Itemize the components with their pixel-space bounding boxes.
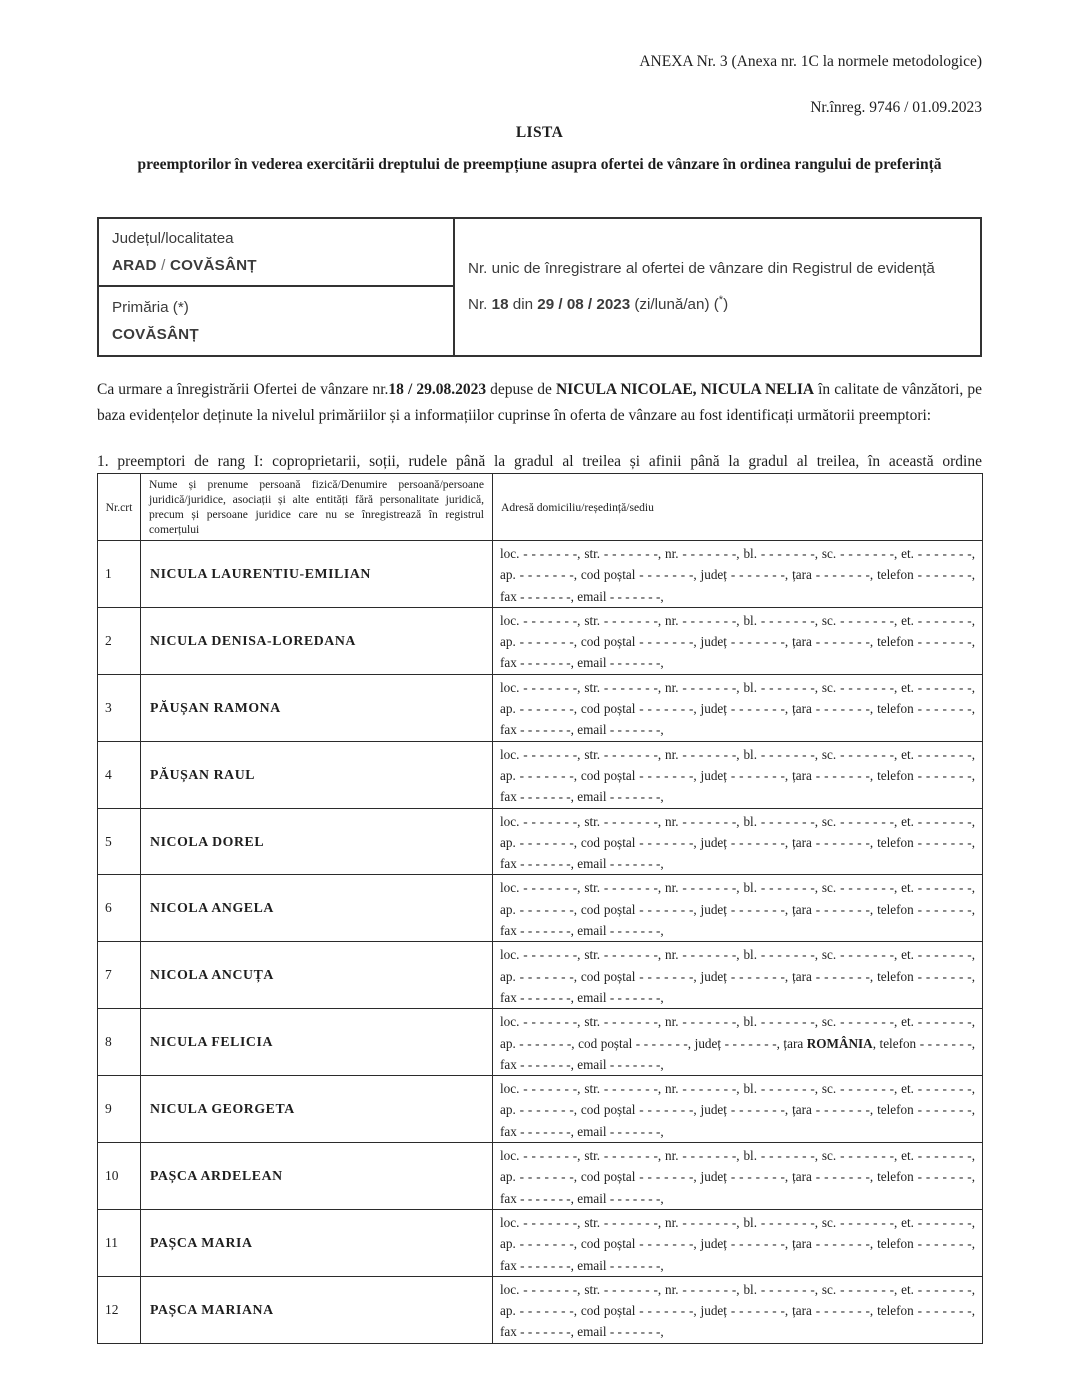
- registration-number-line: Nr.înreg. 9746 / 01.09.2023: [810, 99, 982, 116]
- address-line-2: [500, 1300, 975, 1321]
- date-suffix: (zi/lună/an) (: [630, 296, 719, 314]
- address-line-1: loc. - - - - - - -, str. - - - - - - -, nr. - - - - - - -, bl. - - - - - - -, sc. - - - - - - -, et. - - - - - - -,: [500, 746, 975, 762]
- locality-value: COVĂSÂNȚ: [169, 257, 257, 274]
- address-line-1: loc. - - - - - - -, str. - - - - - - -, nr. - - - - - - -, bl. - - - - - - -, sc. - - - - - - -, et. - - - - - - -,: [500, 880, 975, 896]
- table-row: [98, 875, 983, 942]
- address-line-2-before: ap. - - - - - - -, cod poștal - - - - - - -, județ - - - - - - -, țara: [500, 1169, 816, 1185]
- address-line-2-after: , telefon - - - - - - -,: [869, 901, 975, 917]
- address-line-2: [500, 698, 975, 719]
- rank-one-heading: 1. preemptori de rang I: coproprietarii, soții, rudele până la gradul al treilea și afinii până la gradul al treilea, în această ordine: [97, 453, 982, 470]
- address-line-3: fax - - - - - - -, email - - - - - - -,: [500, 588, 664, 604]
- address-line-2-before: ap. - - - - - - -, cod poștal - - - - - - -, județ - - - - - - -, țara: [500, 701, 816, 717]
- address-line-2-before: ap. - - - - - - -, cod poștal - - - - - - -, județ - - - - - - -, țara: [500, 968, 816, 984]
- address-line-1: loc. - - - - - - -, str. - - - - - - -, nr. - - - - - - -, bl. - - - - - - -, sc. - - - - - - -, et. - - - - - - -,: [500, 612, 975, 628]
- address-line-2: [500, 631, 975, 652]
- address-line-2-after: , telefon - - - - - - -,: [869, 567, 975, 583]
- address-line-2-after: , telefon - - - - - - -,: [869, 767, 975, 783]
- table-header-row: [98, 474, 983, 541]
- address-line-1: loc. - - - - - - -, str. - - - - - - -, nr. - - - - - - -, bl. - - - - - - -, sc. - - - - - - -, et. - - - - - - -,: [500, 1081, 975, 1097]
- address-line-1: loc. - - - - - - -, str. - - - - - - -, nr. - - - - - - -, bl. - - - - - - -, sc. - - - - - - -, et. - - - - - - -,: [500, 947, 975, 963]
- address-line-1: loc. - - - - - - -, str. - - - - - - -, nr. - - - - - - -, bl. - - - - - - -, sc. - - - - - - -, et. - - - - - - -,: [500, 1148, 975, 1164]
- address-line-2: [500, 765, 975, 786]
- primaria-value: COVĂSÂNȚ: [112, 326, 199, 343]
- table-row: [98, 1143, 983, 1210]
- address-line-2-after: , telefon - - - - - - -,: [869, 1303, 975, 1319]
- offer-date: 29 / 08 / 2023: [537, 296, 631, 314]
- address-line-2: [500, 966, 975, 987]
- address-line-1: loc. - - - - - - -, str. - - - - - - -, nr. - - - - - - -, bl. - - - - - - -, sc. - - - - - - -, et. - - - - - - -,: [500, 1014, 975, 1030]
- address-line-2-before: ap. - - - - - - -, cod poștal - - - - - - -, județ - - - - - - -, țara: [500, 767, 816, 783]
- country-value: - - - - - - -: [815, 1169, 870, 1185]
- preemptor-address-cell: [493, 875, 983, 942]
- address-line-2-after: , telefon - - - - - - -,: [869, 968, 975, 984]
- registry-number-line: [468, 286, 967, 319]
- address-line-2-after: , telefon - - - - - - -,: [869, 701, 975, 717]
- country-value: - - - - - - -: [815, 767, 870, 783]
- address-line-3: fax - - - - - - -, email - - - - - - -,: [500, 923, 664, 939]
- preemptors-table: [97, 473, 983, 1344]
- address-line-2-before: ap. - - - - - - -, cod poștal - - - - - - -, județ - - - - - - -, țara: [500, 1035, 807, 1051]
- address-line-3: fax - - - - - - -, email - - - - - - -,: [500, 1257, 664, 1273]
- row-number-cell: 6: [98, 875, 141, 942]
- address-line-2-before: ap. - - - - - - -, cod poștal - - - - - - -, județ - - - - - - -, țara: [500, 567, 816, 583]
- address-line-2: [500, 1033, 975, 1054]
- address-line-3: fax - - - - - - -, email - - - - - - -,: [500, 789, 664, 805]
- address-line-2: [500, 899, 975, 920]
- paren-close: ): [723, 296, 729, 314]
- preemptor-name-cell: NICOLA ANGELA: [141, 875, 493, 942]
- preemptor-address-cell: [493, 1143, 983, 1210]
- preemptor-address-cell: [493, 1276, 983, 1343]
- col-header-address: Adresă domiciliu/reședință/sediu: [493, 474, 983, 541]
- intro-seg-3: depuse de: [486, 381, 556, 398]
- offer-number-date: 18 / 29.08.2023: [388, 381, 487, 398]
- registry-label: Nr. unic de înregistrare al ofertei de vânzare din Registrul de evidență: [468, 260, 935, 278]
- footnote-asterisk: *: [718, 294, 724, 307]
- address-line-1: loc. - - - - - - -, str. - - - - - - -, nr. - - - - - - -, bl. - - - - - - -, sc. - - - - - - -, et. - - - - - - -,: [500, 813, 975, 829]
- preemptor-address-cell: [493, 1009, 983, 1076]
- address-line-1: loc. - - - - - - -, str. - - - - - - -, nr. - - - - - - -, bl. - - - - - - -, sc. - - - - - - -, et. - - - - - - -,: [500, 1281, 975, 1297]
- address-line-2-after: , telefon - - - - - - -,: [869, 834, 975, 850]
- address-line-1: loc. - - - - - - -, str. - - - - - - -, nr. - - - - - - -, bl. - - - - - - -, sc. - - - - - - -, et. - - - - - - -,: [500, 546, 975, 561]
- address-line-2-after: , telefon - - - - - - -,: [869, 1236, 975, 1252]
- preemptor-name-cell: NICULA DENISA-LOREDANA: [141, 607, 493, 674]
- row-number-cell: 9: [98, 1076, 141, 1143]
- col-header-name: Nume și prenume persoană fizică/Denumire persoană/persoane juridică/juridice, asociații și alte entități fără personalitate juridică, precum și persoane juridice care nu se înregistrează în registrul comerțului: [141, 474, 493, 541]
- preemptor-address-cell: [493, 674, 983, 741]
- address-line-2-after: , telefon - - - - - - -,: [869, 634, 975, 650]
- address-line-2-after: , telefon - - - - - - -,: [872, 1035, 976, 1051]
- preemptor-name-cell: NICOLA ANCUȚA: [141, 942, 493, 1009]
- preemptor-address-cell: [493, 741, 983, 808]
- row-number-cell: 1: [98, 541, 141, 608]
- county-value: ARAD: [112, 257, 157, 274]
- preemptor-address-cell: [493, 607, 983, 674]
- table-row: [98, 741, 983, 808]
- address-line-2: [500, 1099, 975, 1120]
- info-box-row-county: [98, 218, 981, 286]
- row-number-cell: 4: [98, 741, 141, 808]
- country-value: - - - - - - -: [815, 834, 870, 850]
- country-value: - - - - - - -: [815, 567, 870, 583]
- address-line-3: fax - - - - - - -, email - - - - - - -,: [500, 722, 664, 738]
- info-box: [97, 217, 982, 357]
- address-line-2-after: , telefon - - - - - - -,: [869, 1169, 975, 1185]
- table-row: [98, 808, 983, 875]
- document-title: LISTA: [515, 124, 564, 141]
- country-value: - - - - - - -: [815, 968, 870, 984]
- table-row: [98, 1009, 983, 1076]
- preemptor-name-cell: NICULA FELICIA: [141, 1009, 493, 1076]
- address-line-3: fax - - - - - - -, email - - - - - - -,: [500, 1324, 664, 1340]
- preemptor-name-cell: PAȘCA ARDELEAN: [141, 1143, 493, 1210]
- address-line-2-after: , telefon - - - - - - -,: [869, 1102, 975, 1118]
- preemptor-name-cell: PAȘCA MARIA: [141, 1209, 493, 1276]
- primaria-cell: [98, 286, 454, 356]
- row-number-cell: 5: [98, 808, 141, 875]
- address-line-3: fax - - - - - - -, email - - - - - - -,: [500, 1056, 664, 1072]
- address-line-2-before: ap. - - - - - - -, cod poștal - - - - - - -, județ - - - - - - -, țara: [500, 1102, 816, 1118]
- preemptor-name-cell: PĂUȘAN RAMONA: [141, 674, 493, 741]
- address-line-2-before: ap. - - - - - - -, cod poștal - - - - - - -, județ - - - - - - -, țara: [500, 1303, 816, 1319]
- intro-paragraph: [97, 377, 982, 429]
- country-value: - - - - - - -: [815, 901, 870, 917]
- nr-mid: din: [508, 296, 538, 314]
- address-line-2: [500, 564, 975, 585]
- preemptor-name-cell: NICOLA DOREL: [141, 808, 493, 875]
- country-value: - - - - - - -: [815, 701, 870, 717]
- anexa-heading: ANEXA Nr. 3 (Anexa nr. 1C la normele metodologice): [639, 53, 982, 70]
- address-line-3: fax - - - - - - -, email - - - - - - -,: [500, 856, 664, 872]
- preemptor-address-cell: [493, 1209, 983, 1276]
- row-number-cell: 10: [98, 1143, 141, 1210]
- table-row: [98, 674, 983, 741]
- offer-number: 18: [491, 296, 509, 314]
- address-line-2-before: ap. - - - - - - -, cod poștal - - - - - - -, județ - - - - - - -, țara: [500, 1236, 816, 1252]
- row-number-cell: 12: [98, 1276, 141, 1343]
- county-locality-value: [112, 252, 440, 279]
- document-subtitle: preemptorilor în vederea exercitării dreptului de preempțiune asupra ofertei de vânzare în ordinea rangului de preferință: [137, 156, 942, 173]
- address-line-2: [500, 1233, 975, 1254]
- row-number-cell: 11: [98, 1209, 141, 1276]
- country-value: - - - - - - -: [815, 634, 870, 650]
- county-locality-cell: [98, 218, 454, 286]
- address-line-3: fax - - - - - - -, email - - - - - - -,: [500, 989, 664, 1005]
- county-locality-separator: /: [156, 257, 170, 274]
- table-row: [98, 1076, 983, 1143]
- registry-info-cell: [454, 218, 981, 356]
- preemptor-address-cell: [493, 942, 983, 1009]
- address-line-3: fax - - - - - - -, email - - - - - - -,: [500, 655, 664, 671]
- seller-names: NICULA NICOLAE, NICULA NELIA: [555, 381, 815, 398]
- table-row: [98, 607, 983, 674]
- preemptor-address-cell: [493, 541, 983, 608]
- preemptor-name-cell: PĂUȘAN RAUL: [141, 741, 493, 808]
- preemptor-name-cell: NICULA LAURENTIU-EMILIAN: [141, 541, 493, 608]
- address-line-2: [500, 832, 975, 853]
- table-row: [98, 1209, 983, 1276]
- address-line-1: loc. - - - - - - -, str. - - - - - - -, nr. - - - - - - -, bl. - - - - - - -, sc. - - - - - - -, et. - - - - - - -,: [500, 679, 975, 695]
- preemptor-address-cell: [493, 808, 983, 875]
- row-number-cell: 8: [98, 1009, 141, 1076]
- table-row: [98, 541, 983, 608]
- country-value: - - - - - - -: [815, 1303, 870, 1319]
- col-header-nr: Nr.crt: [98, 474, 141, 541]
- address-line-2-before: ap. - - - - - - -, cod poștal - - - - - - -, județ - - - - - - -, țara: [500, 834, 816, 850]
- row-number-cell: 7: [98, 942, 141, 1009]
- address-line-1: loc. - - - - - - -, str. - - - - - - -, nr. - - - - - - -, bl. - - - - - - -, sc. - - - - - - -, et. - - - - - - -,: [500, 1214, 975, 1230]
- country-value: ROMÂNIA: [806, 1035, 873, 1051]
- county-label: Județul/localitatea: [112, 230, 234, 247]
- intro-seg-1: Ca urmare a înregistrării Ofertei de vânzare nr.: [97, 381, 389, 398]
- intro-seg-5: în calitate de vânzători, pe baza evidențelor deținute la nivelul primăriilor și a informațiilor cuprinse în oferta de vânzare au fost identificați următorii preemptori:: [97, 381, 982, 424]
- country-value: - - - - - - -: [815, 1236, 870, 1252]
- table-row: [98, 1276, 983, 1343]
- nr-prefix: Nr.: [468, 296, 492, 314]
- primaria-label: Primăria (*): [112, 299, 189, 316]
- country-value: - - - - - - -: [815, 1102, 870, 1118]
- address-line-2-before: ap. - - - - - - -, cod poștal - - - - - - -, județ - - - - - - -, țara: [500, 901, 816, 917]
- preemptor-address-cell: [493, 1076, 983, 1143]
- address-line-3: fax - - - - - - -, email - - - - - - -,: [500, 1123, 664, 1139]
- row-number-cell: 3: [98, 674, 141, 741]
- table-row: [98, 942, 983, 1009]
- preemptor-name-cell: PAȘCA MARIANA: [141, 1276, 493, 1343]
- address-line-3: fax - - - - - - -, email - - - - - - -,: [500, 1190, 664, 1206]
- preemptor-name-cell: NICULA GEORGETA: [141, 1076, 493, 1143]
- row-number-cell: 2: [98, 607, 141, 674]
- address-line-2: [500, 1166, 975, 1187]
- address-line-2-before: ap. - - - - - - -, cod poștal - - - - - - -, județ - - - - - - -, țara: [500, 634, 816, 650]
